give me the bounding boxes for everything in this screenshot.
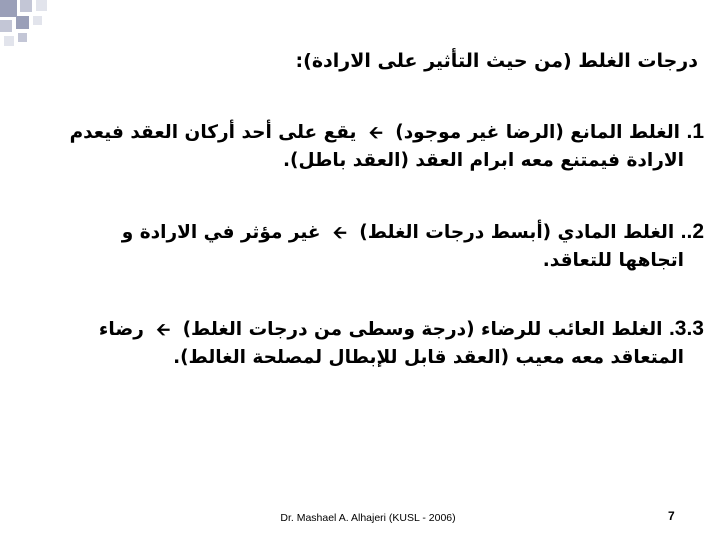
item-text: يقع على أحد أركان العقد فيعدم [69,122,357,143]
list-item [24,218,704,275]
decor-square [0,0,17,17]
item-number: 3.3. [668,317,704,340]
footer-credit: Dr. Mashael A. Alhajeri (KUSL - 2006) [280,512,456,524]
decor-square [0,20,12,32]
item-number: 2.. [680,220,704,243]
decor-square [16,16,29,29]
item-first-line [24,315,704,344]
slide-title: درجات الغلط (من حيث التأثير على الارادة): [295,50,698,72]
item-number: 1. [686,120,704,143]
item-continuation: الارادة فيمتنع معه ابرام العقد (العقد باطل). [282,150,684,171]
decor-square [33,16,42,25]
item-continuation: المتعاقد معه معيب (العقد قابل للإبطال لمصلحة الغالط). [173,347,684,368]
item-first-line [24,118,704,147]
decor-square [4,36,14,46]
arrow-left-icon: 🡨 [156,320,171,340]
item-heading: الغلط المانع (الرضا غير موجود) [395,122,681,143]
item-heading: الغلط المادي (أبسط درجات الغلط) [359,222,675,243]
list-item [24,118,704,175]
item-heading: الغلط العائب للرضاء (درجة وسطى من درجات الغلط) [182,319,663,340]
item-text: غير مؤثر في الارادة و [121,222,321,243]
decor-square [20,0,32,12]
item-first-line [24,218,704,247]
decor-square [36,0,47,11]
arrow-left-icon: 🡨 [333,223,347,243]
arrow-left-icon: 🡨 [368,123,383,143]
item-text: رضاء [98,319,144,340]
page-number: 7 [668,509,675,523]
item-continuation: اتجاهها للتعاقد. [542,250,684,271]
list-item [24,315,704,372]
decor-square [18,33,27,42]
